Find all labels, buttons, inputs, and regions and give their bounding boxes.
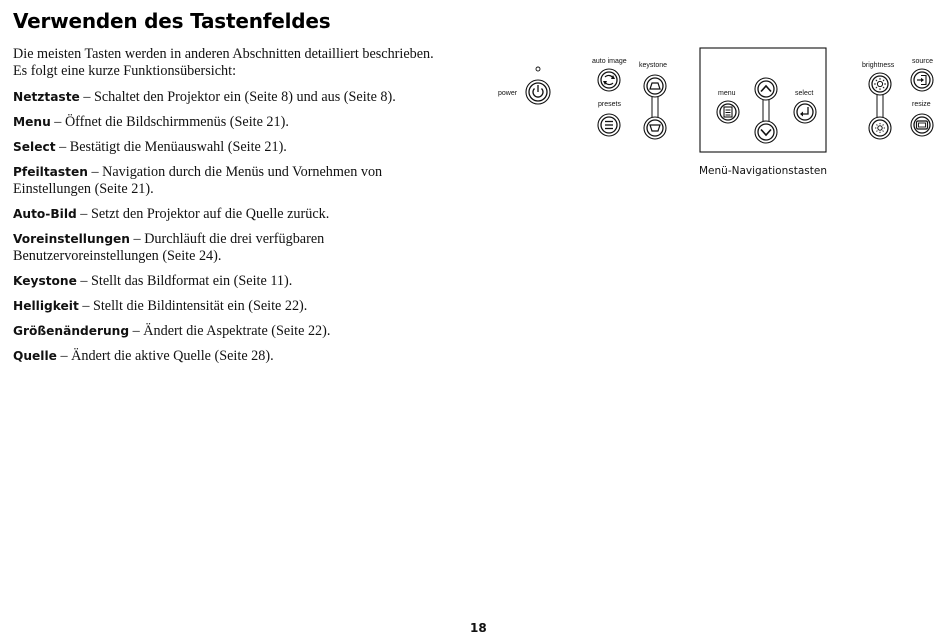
figure-caption: Menü-Navigationstasten: [699, 165, 827, 177]
description: – Öffnet die Bildschirmmenüs (Seite 21).: [50, 114, 289, 130]
intro-line-1: Die meisten Tasten werden in anderen Abschnitten detailliert beschrieben.: [13, 46, 434, 62]
description: – Bestätigt die Menüauswahl (Seite 21).: [55, 139, 287, 155]
term: Auto-Bild: [13, 207, 77, 221]
auto-image-button[interactable]: [598, 69, 620, 91]
resize-label: resize: [912, 101, 931, 108]
select-button[interactable]: [794, 101, 816, 123]
arrow-down-button[interactable]: [755, 121, 777, 143]
page-title: Verwenden des Tastenfeldes: [13, 9, 331, 33]
description: – Schaltet den Projektor ein (Seite 8) und aus (Seite 8).: [79, 89, 396, 105]
description: – Setzt den Projektor auf die Quelle zurück.: [76, 206, 330, 222]
brightness-label: brightness: [862, 62, 895, 69]
term: Keystone: [13, 274, 77, 288]
brightness-down-button[interactable]: [869, 117, 891, 139]
term: Größenänderung: [13, 324, 130, 338]
power-led-icon: [536, 67, 540, 71]
description: – Ändert die aktive Quelle (Seite 28).: [56, 348, 274, 364]
term: Select: [13, 140, 56, 154]
select-label: select: [795, 90, 814, 97]
description: – Durchläuft die drei verfügbaren Benutzervoreinstellungen (Seite 24).: [13, 231, 325, 264]
description: – Stellt die Bildintensität ein (Seite 22).: [78, 298, 308, 314]
auto-image-label: auto image: [592, 58, 627, 65]
presets-button[interactable]: [598, 114, 620, 136]
keystone-up-button[interactable]: [644, 75, 666, 97]
arrow-up-button[interactable]: [755, 78, 777, 100]
term: Helligkeit: [13, 299, 79, 313]
term: Pfeiltasten: [13, 165, 88, 179]
description: – Navigation durch die Menüs und Vornehmen von Einstellungen (Seite 21).: [13, 164, 383, 197]
brightness-up-button[interactable]: [869, 73, 891, 95]
keystone-label: keystone: [639, 62, 668, 69]
intro-line-2: Es folgt eine kurze Funktionsübersicht:: [13, 63, 237, 79]
page-number: 18: [470, 621, 487, 635]
term: Quelle: [13, 349, 57, 363]
power-button[interactable]: [526, 80, 550, 104]
presets-label: presets: [598, 101, 621, 108]
term: Netztaste: [13, 90, 80, 104]
source-label: source: [912, 58, 934, 65]
power-label: power: [498, 90, 518, 97]
description: – Stellt das Bildformat ein (Seite 11).: [76, 273, 293, 289]
resize-button[interactable]: [911, 114, 933, 136]
source-button[interactable]: [911, 69, 933, 91]
term: Menu: [13, 115, 51, 129]
menu-button[interactable]: [717, 101, 739, 123]
term: Voreinstellungen: [13, 232, 130, 246]
description: – Ändert die Aspektrate (Seite 22).: [129, 323, 331, 339]
menu-label: menu: [718, 90, 736, 97]
keystone-down-button[interactable]: [644, 117, 666, 139]
